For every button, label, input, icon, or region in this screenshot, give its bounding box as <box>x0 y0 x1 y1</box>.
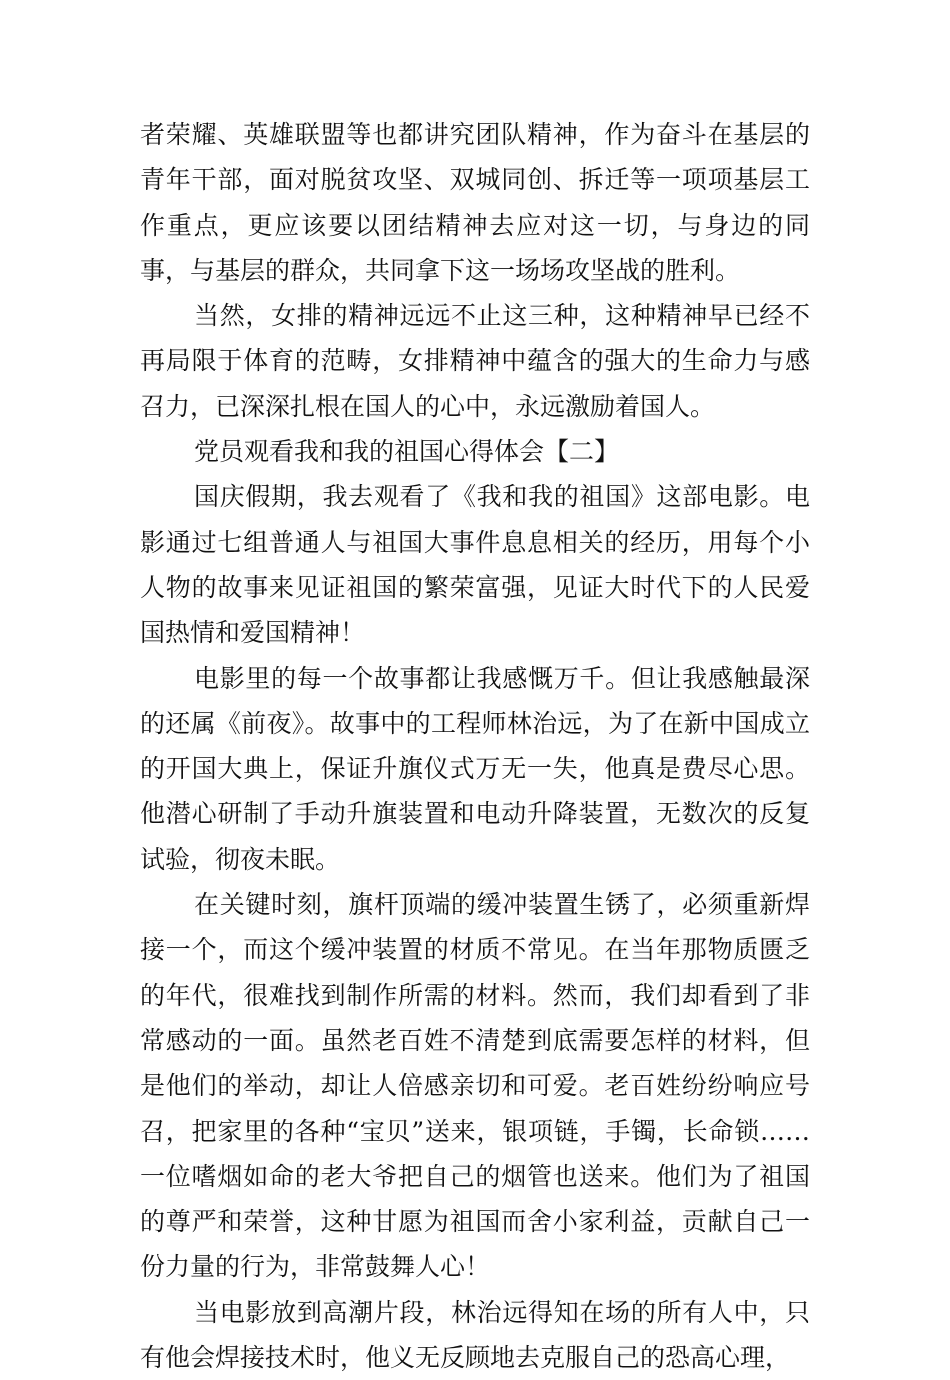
paragraph-climax: 当电影放到高潮片段，林治远得知在场的所有人中，只有他会焊接技术时，他义无反顾地去克服自己的恐高心理， <box>140 1297 810 1373</box>
paragraph-continuation: 者荣耀、英雄联盟等也都讲究团队精神，作为奋斗在基层的青年干部，面对脱贫攻坚、双城同创、拆迁等一项项基层工作重点，更应该要以团结精神去应对这一切，与身边的同事，与基层的群众，共同拿下这一场场攻坚战的胜利。 <box>140 120 810 285</box>
document-page <box>140 112 810 1380</box>
paragraph-movie-intro: 国庆假期，我去观看了《我和我的祖国》这部电影。电影通过七组普通人与祖国大事件息息相关的经历，用每个小人物的故事来见证祖国的繁荣富强，见证大时代下的人民爱国热情和爱国精神！ <box>140 482 810 648</box>
section-heading: 党员观看我和我的祖国心得体会【二】 <box>194 437 620 467</box>
paragraph-buffer-device: 在关键时刻，旗杆顶端的缓冲装置生锈了，必须重新焊接一个，而这个缓冲装置的材质不常见。在当年那物质匮乏的年代，很难找到制作所需的材料。然而，我们却看到了非常感动的一面。虽然老百姓不清楚到底需要怎样的材料，但是他们的举动，却让人倍感亲切和可爱。老百姓纷纷响应号召，把家里的各种“宝贝”送来，银项链，手镯，长命锁……一位嗜烟如命的老大爷把自己的烟管也送来。他们为了祖国的尊严和荣誉，这种甘愿为祖国而舍小家利益，贡献自己一份力量的行为，非常鼓舞人心！ <box>140 890 810 1282</box>
paragraph-women-volleyball-spirit: 当然，女排的精神远远不止这三种，这种精神早已经不再局限于体育的范畴，女排精神中蕴含的强大的生命力与感召力，已深深扎根在国人的心中，永远激励着国人。 <box>140 301 810 421</box>
paragraph-eve-story: 电影里的每一个故事都让我感慨万千。但让我感触最深的还属《前夜》。故事中的工程师林治远，为了在新中国成立的开国大典上，保证升旗仪式万无一失，他真是费尽心思。他潜心研制了手动升旗装置和电动升降装置，无数次的反复试验，彻夜未眠。 <box>140 663 810 874</box>
